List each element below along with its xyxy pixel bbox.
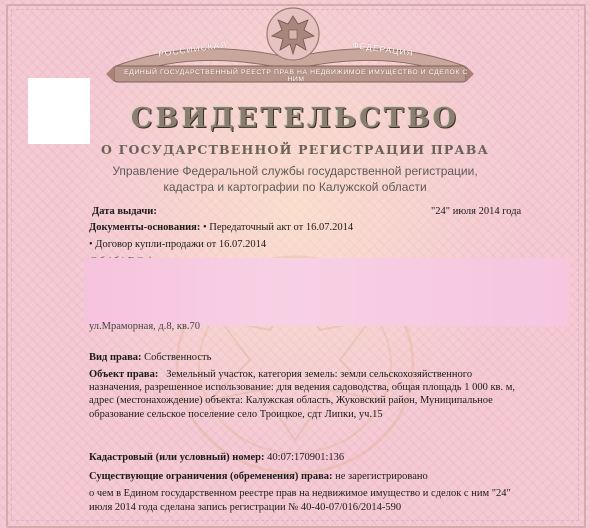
agency-line-1: Управление Федеральной службы государственной регистрации, <box>112 164 478 178</box>
subject-partial-bottom: ул.Мраморная, д.8, кв.70 <box>89 321 201 332</box>
object-line-2: назначения, разрешенное использование: для ведения садоводства, общая площадь 1 000 кв. м, <box>89 382 516 394</box>
cadastral-row <box>89 452 344 463</box>
certificate-title: СВИДЕТЕЛЬСТВО <box>130 103 460 134</box>
encumbrance-value: не зарегистрировано <box>335 471 428 482</box>
registry-line-2: июля 2014 года сделана запись регистрации № 40-40-07/016/2014-590 <box>89 502 402 513</box>
object-paragraph <box>89 368 552 421</box>
right-type-row <box>89 352 211 363</box>
agency-line-2: кадастра и картографии по Калужской области <box>163 180 427 194</box>
certificate-subtitle: О ГОСУДАРСТВЕННОЙ РЕГИСТРАЦИИ ПРАВА <box>101 142 489 157</box>
object-line-3: адрес (местонахождение) объекта: Калужская область, Жуковский район, Муниципальное <box>89 395 493 407</box>
registry-line-1: о чем в Едином государственном реестре прав на недвижимое имущество и сделок с ним "24" <box>89 488 511 499</box>
object-text-1: Земельный участок, категория земель: земли сельскохозяйственного <box>166 369 473 380</box>
documents-item-2: • Договор купли-продажи от 16.07.2014 <box>89 239 267 250</box>
agency-name <box>0 163 590 195</box>
documents-item-1: • Передаточный акт от 16.07.2014 <box>202 222 354 233</box>
ribbon-left-text: РОССИЙСКАЯ <box>157 39 228 59</box>
right-type-label: Вид права: <box>89 352 142 363</box>
documents-label: Документы-основания: <box>89 222 201 233</box>
object-label: Объект права: <box>89 369 159 380</box>
encumbrance-row <box>89 471 428 482</box>
cadastral-value: 40:07:170901:136 <box>267 452 345 463</box>
cadastral-label: Кадастровый (или условный) номер: <box>89 452 265 463</box>
eagle-emblem-icon <box>262 6 324 64</box>
object-line-4: образование сельское поселение село Троицкое, сдт Липки, уч.15 <box>89 408 383 420</box>
right-type-value: Собственность <box>144 352 212 363</box>
encumbrance-label: Существующие ограничения (обременения) права: <box>89 471 333 482</box>
object-line-1 <box>89 368 552 381</box>
ribbon-banner-text: ЕДИНЫЙ ГОСУДАРСТВЕННЫЙ РЕЕСТР ПРАВ НА НЕДВИЖИМОЕ ИМУЩЕСТВО И СДЕЛОК С НИМ <box>124 69 468 83</box>
ribbon-right-text: ФЕДЕРАЦИЯ <box>351 39 415 59</box>
documents-row <box>89 222 353 233</box>
issue-date-value: "24" июля 2014 года <box>431 206 522 217</box>
redacted-subject <box>84 258 569 326</box>
issue-date-label: Дата выдачи: <box>92 206 157 217</box>
